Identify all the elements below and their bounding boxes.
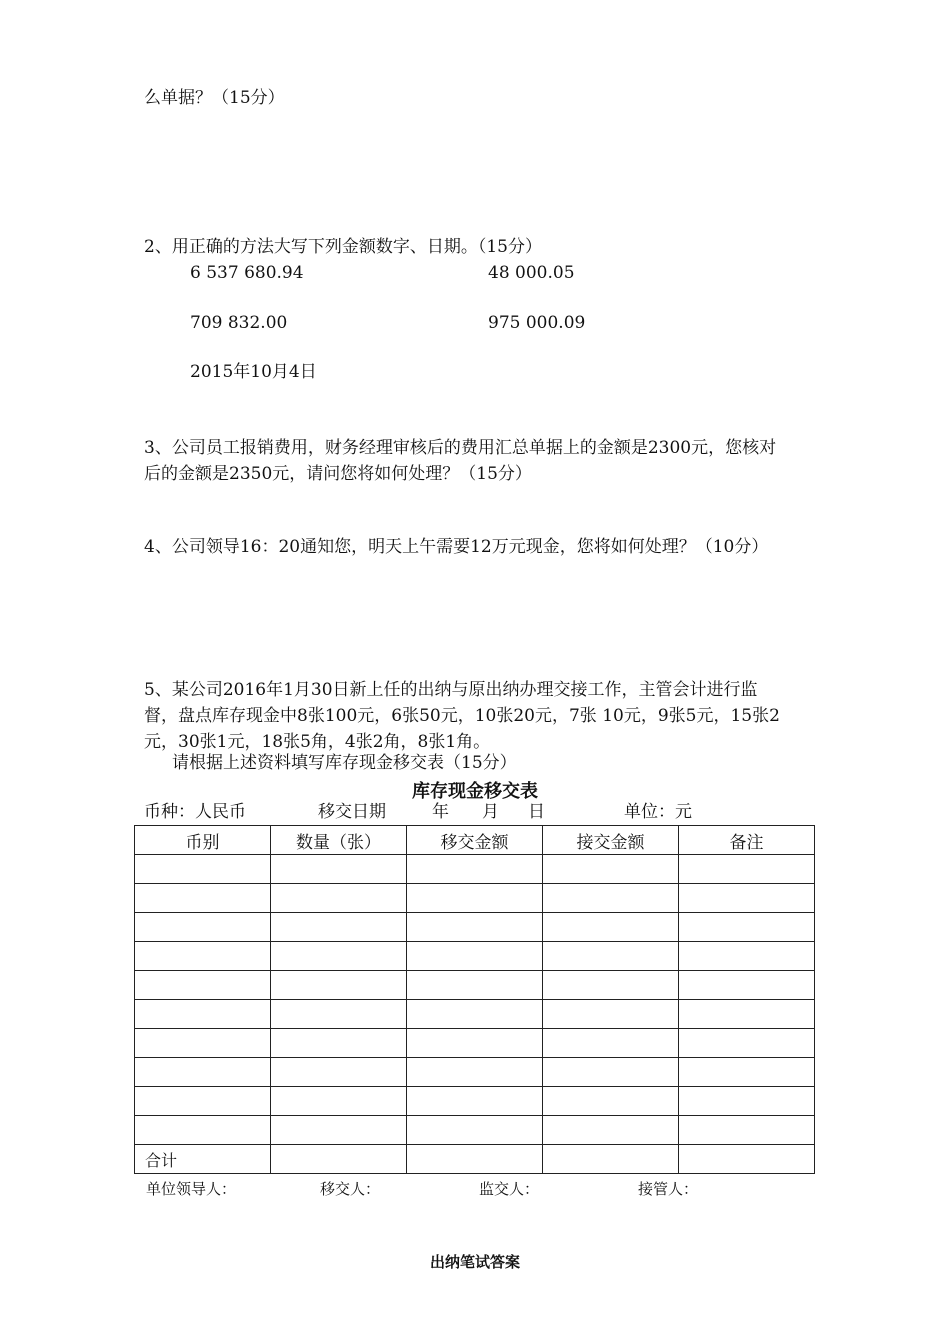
cell[interactable] bbox=[271, 855, 407, 884]
month-label: 月 bbox=[482, 802, 499, 822]
cell[interactable] bbox=[271, 1000, 407, 1029]
year-label: 年 bbox=[432, 802, 449, 822]
table-row bbox=[135, 884, 815, 913]
cell[interactable] bbox=[271, 884, 407, 913]
table-row bbox=[135, 1058, 815, 1087]
question-5-line2: 督，盘点库存现金中8张100元，6张50元，10张20元，7张 10元，9张5元，15张2 bbox=[144, 706, 780, 726]
cell[interactable] bbox=[543, 942, 679, 971]
table-row bbox=[135, 913, 815, 942]
cell[interactable] bbox=[407, 1116, 543, 1145]
unit-label: 单位：元 bbox=[624, 802, 692, 822]
cell[interactable] bbox=[135, 1058, 271, 1087]
amount-item: 975 000.09 bbox=[488, 313, 586, 333]
cell[interactable] bbox=[271, 1029, 407, 1058]
day-label: 日 bbox=[528, 802, 545, 822]
cell[interactable] bbox=[407, 855, 543, 884]
cell[interactable] bbox=[135, 1116, 271, 1145]
header-transfer-amount: 移交金额 bbox=[407, 826, 543, 855]
cell[interactable] bbox=[135, 884, 271, 913]
header-received-amount: 接交金额 bbox=[543, 826, 679, 855]
cell[interactable] bbox=[679, 1087, 815, 1116]
cell[interactable] bbox=[135, 1029, 271, 1058]
cell[interactable] bbox=[407, 913, 543, 942]
cell[interactable] bbox=[271, 1145, 407, 1174]
table-total-row bbox=[135, 1145, 815, 1174]
cell[interactable] bbox=[271, 942, 407, 971]
table-row bbox=[135, 1116, 815, 1145]
table-row bbox=[135, 855, 815, 884]
header-quantity: 数量（张） bbox=[271, 826, 407, 855]
table-row bbox=[135, 1029, 815, 1058]
question-5-instruction: 请根据上述资料填写库存现金移交表（15分） bbox=[172, 753, 517, 773]
cell[interactable] bbox=[407, 1087, 543, 1116]
cell[interactable] bbox=[543, 1145, 679, 1174]
currency-label: 币种：人民币 bbox=[144, 802, 246, 822]
footer-title: 出纳笔试答案 bbox=[429, 1253, 520, 1271]
cell[interactable] bbox=[543, 855, 679, 884]
cell[interactable] bbox=[543, 1087, 679, 1116]
cell[interactable] bbox=[271, 971, 407, 1000]
cell[interactable] bbox=[407, 1000, 543, 1029]
cell[interactable] bbox=[407, 1145, 543, 1174]
question-5-line1: 5、某公司2016年1月30日新上任的出纳与原出纳办理交接工作，主管会计进行监 bbox=[144, 680, 758, 700]
amount-item: 709 832.00 bbox=[190, 313, 288, 333]
cell[interactable] bbox=[135, 942, 271, 971]
cell[interactable] bbox=[679, 1058, 815, 1087]
cell[interactable] bbox=[135, 971, 271, 1000]
cell[interactable] bbox=[679, 942, 815, 971]
cell[interactable] bbox=[543, 971, 679, 1000]
question-3-line1: 3、公司员工报销费用，财务经理审核后的费用汇总单据上的金额是2300元，您核对 bbox=[144, 438, 777, 458]
cell[interactable] bbox=[407, 1058, 543, 1087]
cell[interactable] bbox=[543, 1000, 679, 1029]
cell[interactable] bbox=[135, 1000, 271, 1029]
table-row bbox=[135, 1000, 815, 1029]
cell[interactable] bbox=[679, 913, 815, 942]
cell[interactable] bbox=[679, 1116, 815, 1145]
cell[interactable] bbox=[679, 855, 815, 884]
table-row bbox=[135, 1087, 815, 1116]
cell[interactable] bbox=[543, 913, 679, 942]
cell[interactable] bbox=[543, 884, 679, 913]
table-row bbox=[135, 971, 815, 1000]
cell[interactable] bbox=[135, 1087, 271, 1116]
cell[interactable] bbox=[407, 971, 543, 1000]
table-row bbox=[135, 942, 815, 971]
cell[interactable] bbox=[271, 1087, 407, 1116]
cash-transfer-table bbox=[134, 825, 815, 1174]
cell[interactable] bbox=[543, 1058, 679, 1087]
cell[interactable] bbox=[407, 1029, 543, 1058]
date-item: 2015年10月4日 bbox=[190, 362, 317, 382]
question-4-text: 4、公司领导16：20通知您，明天上午需要12万元现金，您将如何处理？（10分） bbox=[144, 537, 769, 557]
table-header-row bbox=[135, 826, 815, 855]
header-currency-type: 币别 bbox=[135, 826, 271, 855]
cell[interactable] bbox=[679, 884, 815, 913]
signature-unit-leader: 单位领导人： bbox=[146, 1180, 237, 1198]
question-2-text: 2、用正确的方法大写下列金额数字、日期。（15分） bbox=[144, 237, 542, 257]
total-label: 合计 bbox=[135, 1145, 271, 1174]
signature-supervisor: 监交人： bbox=[479, 1180, 540, 1198]
cell[interactable] bbox=[543, 1116, 679, 1145]
amount-item: 6 537 680.94 bbox=[190, 263, 304, 283]
cell[interactable] bbox=[679, 1000, 815, 1029]
cell[interactable] bbox=[135, 913, 271, 942]
table-title: 库存现金移交表 bbox=[412, 781, 538, 802]
question-1-tail: 么单据？（15分） bbox=[144, 88, 285, 108]
cell[interactable] bbox=[679, 1145, 815, 1174]
cell[interactable] bbox=[271, 913, 407, 942]
cell[interactable] bbox=[135, 855, 271, 884]
cell[interactable] bbox=[679, 971, 815, 1000]
cell[interactable] bbox=[407, 884, 543, 913]
header-remarks: 备注 bbox=[679, 826, 815, 855]
signature-transferor: 移交人： bbox=[320, 1180, 381, 1198]
cell[interactable] bbox=[543, 1029, 679, 1058]
question-5-line3: 元，30张1元，18张5角，4张2角，8张1角。 bbox=[144, 732, 491, 752]
cell[interactable] bbox=[679, 1029, 815, 1058]
cell[interactable] bbox=[271, 1116, 407, 1145]
amount-item: 48 000.05 bbox=[488, 263, 575, 283]
transfer-date-label: 移交日期 bbox=[318, 802, 386, 822]
cell[interactable] bbox=[271, 1058, 407, 1087]
cell[interactable] bbox=[407, 942, 543, 971]
question-3-line2: 后的金额是2350元，请问您将如何处理？（15分） bbox=[144, 464, 532, 484]
signature-receiver: 接管人： bbox=[638, 1180, 699, 1198]
